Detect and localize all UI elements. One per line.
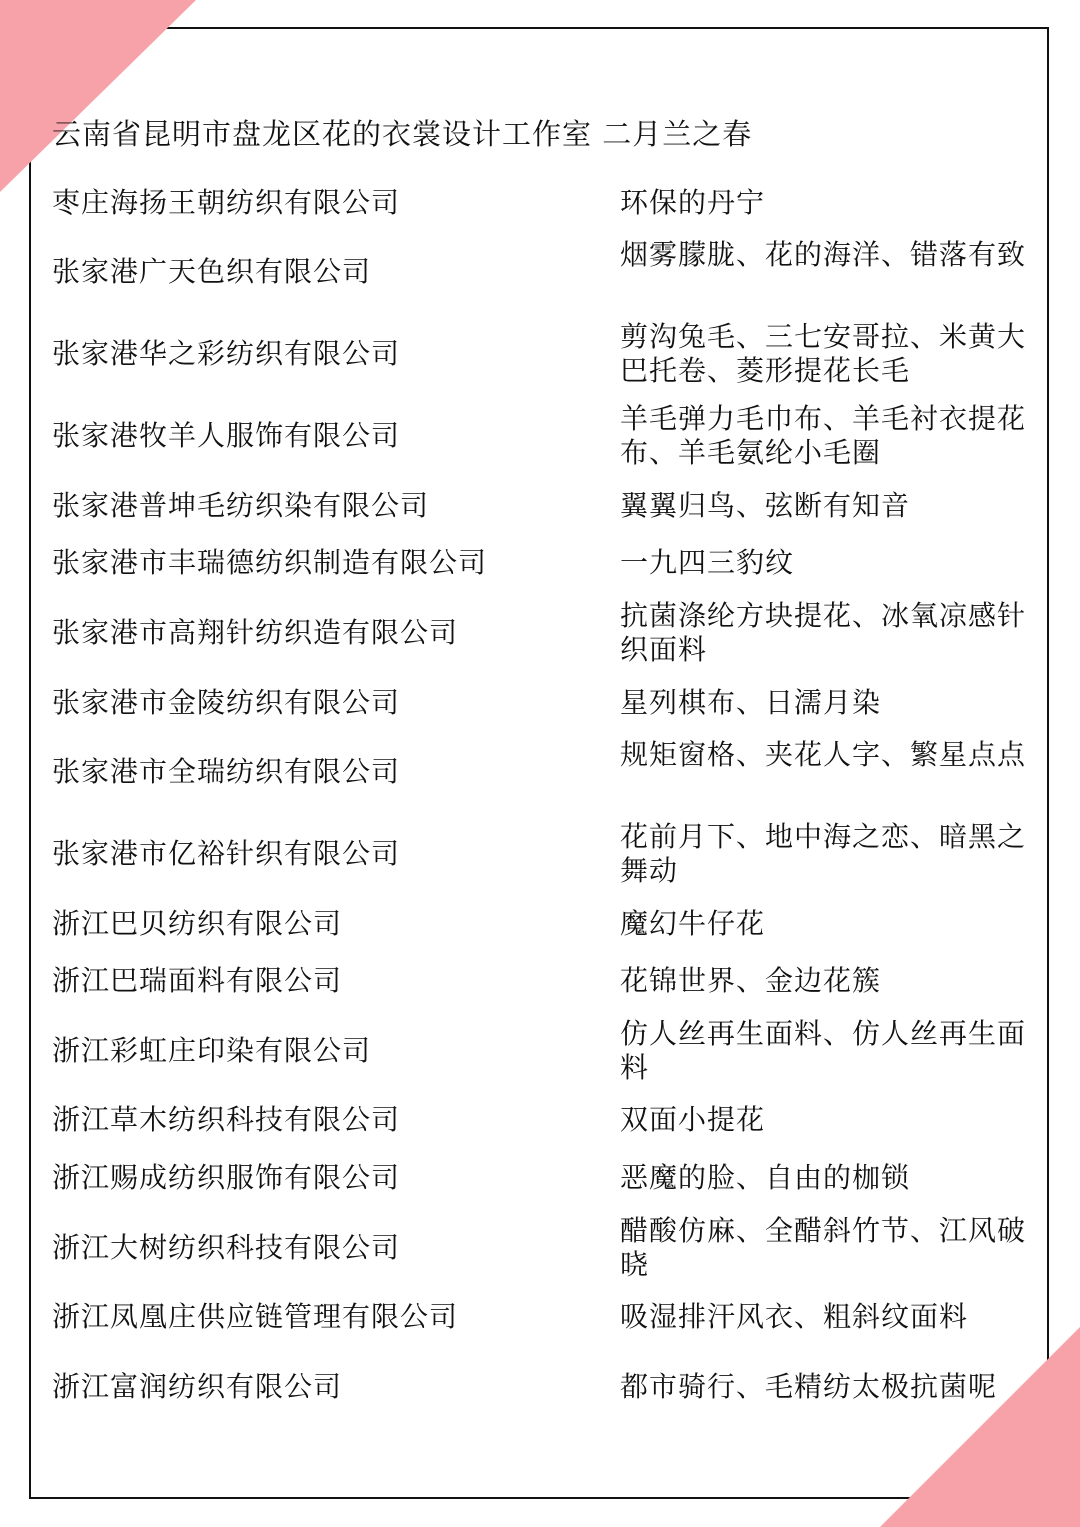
header-product: 二月兰之春 (602, 117, 753, 151)
company-name: 张家港市金陵纺织有限公司 (52, 686, 401, 719)
company-name: 张家港市高翔针纺织造有限公司 (52, 616, 459, 649)
list-item (52, 402, 1032, 470)
company-name: 张家港牧羊人服饰有限公司 (52, 419, 401, 452)
product-name: 花锦世界、金边花簇 (620, 964, 882, 997)
list-item (52, 820, 1032, 888)
product-name: 抗菌涤纶方块提花、冰氧凉感针织面料 (620, 599, 1027, 666)
list-item (52, 186, 1032, 220)
company-name: 张家港市丰瑞德纺织制造有限公司 (52, 546, 488, 579)
product-name: 都市骑行、毛精纺太极抗菌呢 (620, 1370, 998, 1403)
company-name: 浙江草木纺织科技有限公司 (52, 1103, 401, 1136)
list-item (52, 1370, 1032, 1404)
list-item (52, 489, 1032, 523)
company-name: 枣庄海扬王朝纺织有限公司 (52, 186, 401, 219)
company-name: 浙江彩虹庄印染有限公司 (52, 1034, 372, 1067)
product-name: 醋酸仿麻、全醋斜竹节、江风破晓 (620, 1214, 1027, 1281)
list-item (52, 546, 1032, 580)
list-item (52, 907, 1032, 941)
list-item (52, 1300, 1032, 1334)
company-name: 浙江赐成纺织服饰有限公司 (52, 1161, 401, 1194)
product-name: 双面小提花 (620, 1103, 766, 1136)
header-row (52, 117, 1032, 151)
product-name: 仿人丝再生面料、仿人丝再生面料 (620, 1017, 1027, 1084)
product-name: 烟雾朦胧、花的海洋、错落有致 (620, 238, 1027, 271)
product-name: 恶魔的脸、自由的枷锁 (620, 1161, 911, 1194)
product-name: 规矩窗格、夹花人字、繁星点点 (620, 738, 1027, 771)
company-name: 浙江凤凰庄供应链管理有限公司 (52, 1300, 459, 1333)
product-name: 魔幻牛仔花 (620, 907, 766, 940)
company-name: 浙江富润纺织有限公司 (52, 1370, 343, 1403)
list-item (52, 738, 1032, 806)
list-item (52, 1214, 1032, 1282)
company-name: 张家港普坤毛纺织染有限公司 (52, 489, 430, 522)
list-item (52, 1161, 1032, 1195)
product-name: 羊毛弹力毛巾布、羊毛衬衣提花布、羊毛氨纶小毛圈 (620, 402, 1027, 469)
product-name: 环保的丹宁 (620, 186, 766, 219)
company-name: 张家港华之彩纺织有限公司 (52, 337, 401, 370)
list-item (52, 686, 1032, 720)
product-name: 一九四三豹纹 (620, 546, 795, 579)
company-name: 张家港市亿裕针织有限公司 (52, 837, 401, 870)
product-name: 剪沟兔毛、三七安哥拉、米黄大巴托卷、菱形提花长毛 (620, 320, 1027, 387)
list-item (52, 1017, 1032, 1085)
header-company: 云南省昆明市盘龙区花的衣裳设计工作室 (52, 117, 593, 151)
product-name: 吸湿排汗风衣、粗斜纹面料 (620, 1300, 969, 1333)
list-item (52, 238, 1032, 306)
product-name: 翼翼归鸟、弦断有知音 (620, 489, 911, 522)
list-item (52, 1103, 1032, 1137)
company-name: 张家港市全瑞纺织有限公司 (52, 755, 401, 788)
list-item (52, 964, 1032, 998)
company-name: 浙江巴贝纺织有限公司 (52, 907, 343, 940)
product-name: 星列棋布、日濡月染 (620, 686, 882, 719)
product-name: 花前月下、地中海之恋、暗黑之舞动 (620, 820, 1027, 887)
company-name: 张家港广天色织有限公司 (52, 255, 372, 288)
list-item (52, 599, 1032, 667)
company-name: 浙江大树纺织科技有限公司 (52, 1231, 401, 1264)
list-item (52, 320, 1032, 388)
company-name: 浙江巴瑞面料有限公司 (52, 964, 343, 997)
